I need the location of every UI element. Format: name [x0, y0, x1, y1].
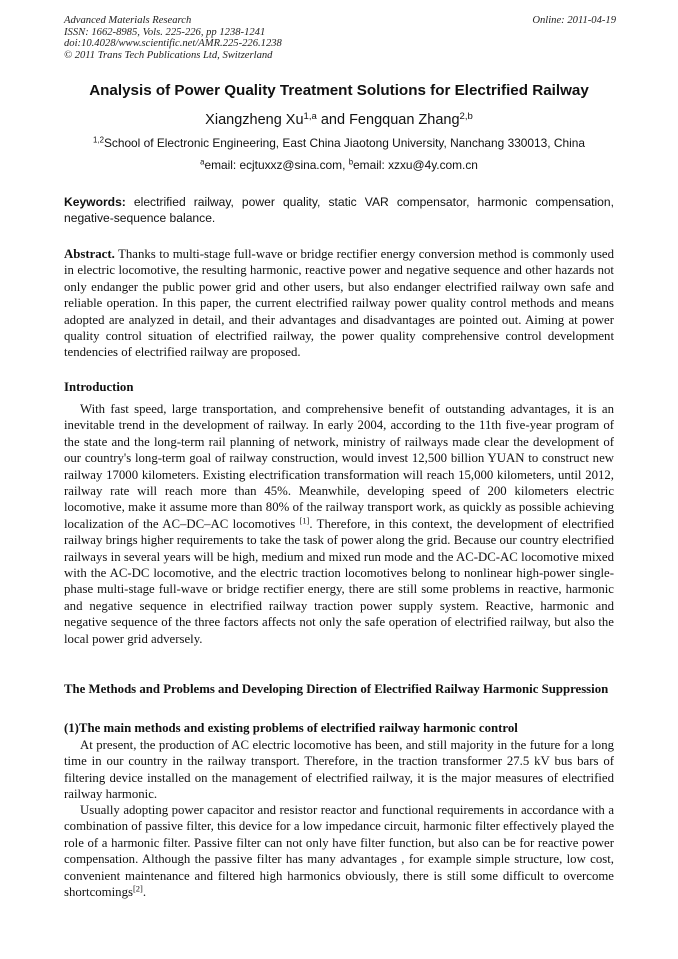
introduction-paragraph	[64, 401, 614, 647]
intro-text-2: . Therefore, in this context, the development of electrified railway brings higher requirements to take the task of power along the grid. Because our country electrified railways in several years will be high, medium and mixed run mode and the AC-DC-AC locomotive mixed with the AC-DC locomotive, and the electric traction locomotives belong to nonlinear high-power single-phase multi-stage full-wave or bridge rectifier energy, there are still some problems in reactive, harmonic and negative sequence in electrified railway traction power supply system. Reactive, harmonic and negative sequence of the three factors affects not only the safe operation of electrified railway, but also the local power grid adversely.	[64, 516, 614, 646]
citation-2: [2]	[132, 883, 143, 894]
author-2: Fengquan Zhang	[349, 112, 460, 128]
journal-name: Advanced Materials Research	[64, 15, 192, 26]
copyright-line: © 2011 Trans Tech Publications Ltd, Switzerland	[64, 49, 273, 61]
methods-paragraph-2	[64, 802, 614, 900]
keywords-block	[64, 195, 614, 226]
online-date: Online: 2011-04-19	[532, 15, 616, 26]
methods-p2-end: .	[142, 885, 147, 900]
intro-text-1: With fast speed, large transportation, and comprehensive benefit of outstanding advantages, it is an inevitable trend in the development of railway. In early 2004, according to the 11th five-year program of the state and the long-term rail planning of network, ministry of railways made clear the development of our country's long-term goal of railway construction, would invest 12,500 billion YUAN to construct new railway 17000 kilometers. Existing electrification transformation will reach 15,000 kilometers, until 2012, railway rate will reach more than 45%. Meanwhile, developing speed of 200 kilometers electric locomotive, make it assume more than 80% of the railway transport work, as quickly as possible achieving localization of the AC–DC–AC locomotives	[64, 402, 614, 531]
affiliation-text: School of Electronic Engineering, East China Jiaotong University, Nanchang 330013, China	[103, 136, 585, 150]
journal-header	[64, 15, 616, 61]
email-b-sup: b	[348, 157, 354, 167]
methods-subheading: (1)The main methods and existing problems of electrified railway harmonic control	[64, 721, 518, 735]
email-a: email: ecjtuxxz@sina.com,	[204, 158, 349, 172]
affiliation-sup: 1,2	[93, 135, 104, 145]
abstract-label: Abstract.	[64, 247, 115, 261]
author-2-sup: 2,b	[459, 110, 473, 122]
issn-line: ISSN: 1662-8985, Vols. 225-226, pp 1238-1241	[64, 26, 266, 38]
email-line	[40, 158, 638, 173]
author-line	[40, 111, 638, 129]
paper-title: Analysis of Power Quality Treatment Solutions for Electrified Railway	[89, 82, 589, 99]
abstract-text: Thanks to multi-stage full-wave or bridge rectifier energy conversion method is commonly used in electric locomotive, the resulting harmonic, reactive power and negative sequence and other hazards not only endanger the public power grid and other users, but also endanger electrified railway own safe and reliable operation. In this paper, the current electrified railway power quality control methods and means adopted are analyzed in detail, and their advantages and disadvantages are pointed out. Aiming at power quality control situation of electrified railway, the power quality comprehensive control development tendencies of electrified railway are proposed.	[64, 247, 614, 360]
keywords-text: electrified railway, power quality, static VAR compensator, harmonic compensation, negative-sequence balance.	[64, 195, 614, 225]
methods-paragraph-1: At present, the production of AC electric locomotive has been, and still majority in the future for a long time in our country in the railway transport. Therefore, in the traction transformer 27.5 kV bus bars of filtering device installed on the management of electrified railway, it is the major measures of electrified railway harmonic.	[64, 738, 614, 802]
citation-1: [1]	[299, 515, 310, 526]
email-b: email: xzxu@4y.com.cn	[353, 158, 478, 172]
author-1-sup: 1,a	[303, 110, 317, 122]
affiliation	[40, 136, 638, 151]
author-1: Xiangzheng Xu	[205, 112, 304, 128]
introduction-heading: Introduction	[64, 380, 134, 394]
keywords-label: Keywords:	[64, 195, 126, 209]
methods-heading: The Methods and Problems and Developing Direction of Electrified Railway Harmonic Suppression	[64, 682, 609, 696]
author-conjunction: and	[316, 112, 350, 128]
methods-p2-text: Usually adopting power capacitor and resistor reactor and functional requirements in accordance with a combination of passive filter, this device for a low impedance circuit, harmonic filter effectively played the role of a harmonic filter. Passive filter can not only have filter function, but also can be for reactive power compensation. Although the passive filter has many advantages , for example simple structure, low cost, convenient maintenance and filtered high harmonics obviously, there is still some difficult to overcome shortcomings	[64, 803, 614, 900]
doi-line: doi:10.4028/www.scientific.net/AMR.225-226.1238	[64, 38, 282, 50]
email-a-sup: a	[200, 157, 205, 167]
abstract-block	[64, 246, 614, 361]
